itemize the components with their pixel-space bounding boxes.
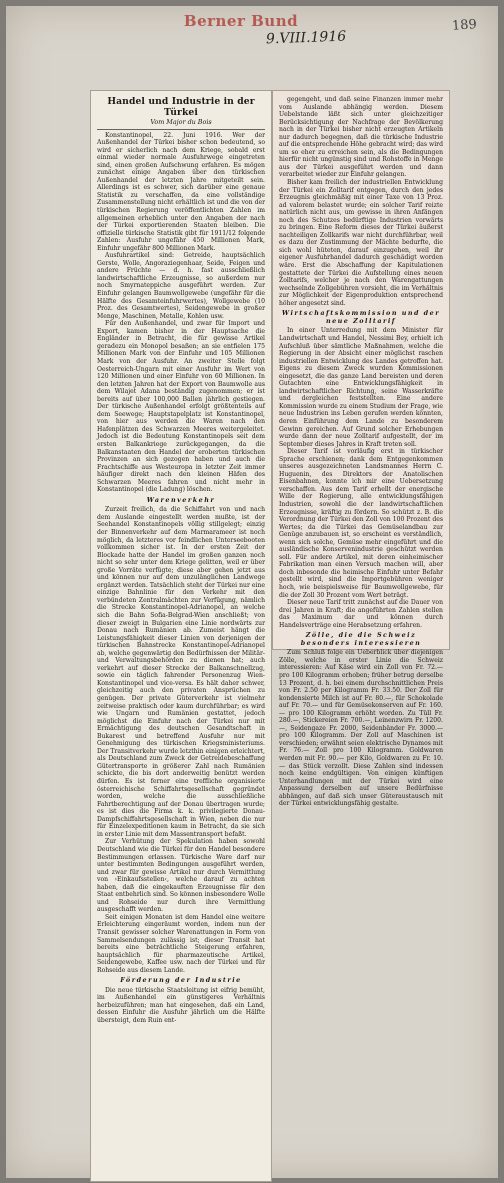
paragraph: Dieser Tarif ist vorläufig erst in türkischer Sprache erschienen; dank dem Entgegenkommen unseres ausgezeichneten Landsmannes Herrn C. Huguenin, des Direktors der Anatolischen Eisenbahnen, konnte ich mir eine Uebersetzung verschaffen. Aus dem Tarif erhellt der energische Wille der Regierung, alle entwicklungsfähigen Industrien, sowohl die der landwirtschaftlichen Erzeugnisse, kräftig zu fördern. So schützt z. B. die Verordnung der Türkei den Zoll von 100 Prozent des Wertes; da die Türkei das Gemüselandbau zur Genüge anzubauen ist, so erscheint es verständlich, wenn sich solche, Gemüse mehr eingeführt und die ausländische Konservenindustrie geschützt werden soll. Für andere Artikel, mit deren einheimischer Fabrikation man einen Versuch machen will, aber doch inbesonde die heimische Einfuhr unter Befahr gestellt wird, sind die Importgebühren weniger hoch, wie beispielsweise für Baumwollgewebe, für die der Zoll 30 Prozent vom Wert beträgt. (279, 448, 443, 599)
paragraph: Ausfuhrartikel sind: Getreide, hauptsächlich Gerste, Wolle, Angoraziegenhaar, Seide, Feigen und andere Früchte — d. h. fast ausschließlich landwirtschaftliche Erzeugnisse, so außerdem nur noch Smyrnateppiche ausgeführt werden. Zur Einfuhr gelangen Baumwollgewebe (ungefähr für die Hälfte des Gesamteinfuhrwertes), Wollgewebe (10 Proz. des Gesamtwertes), Seidengewebe in großer Menge, Maschinen, Metalle, Kohlen usw. (97, 252, 265, 320)
paragraph: In einer Unterredung mit dem Minister für Landwirtschaft und Handel, Nessimi Bey, erhielt ich Aufschluß über sämtliche Maßnahmen, welche die Regierung in der Absicht einer möglichst raschen industriellen Entwicklung des Landes getroffen hat. Eigens zu diesem Zweck wurden Kommissionen eingesetzt, die das ganze Land bereisten und deren Gutachten eine Entwicklungsfähigkeit in landwirtschaftlicher Richtung, seine Wasserkräfte und dergleichen feststellten. Eine andere Kommission wurde zu einem Studium der Frage, wie neue Industrien ins Leben gerufen werden könnten, deren Einführung dem Lande zu besonderem Gewinn gereichen. Auf Grund solcher Erhebungen wurde dann der neue Zolltarif aufgestellt, der im September dieses Jahres in Kraft treten soll. (279, 327, 443, 448)
title-divider (97, 129, 265, 130)
paragraph: Zur Verhütung der Spekulation haben sowohl Deutschland wie die Türkei für den Handel besondere Bestimmungen erlassen. Türkische Ware darf nur unter bestimmten Bedingungen ausgeführt werden, und zwar für gewisse Artikel nur durch Vermittlung von ›Einkaufsstellen‹, welche darauf zu achten haben, daß die eingekauften Erzeugnisse für den Staat entbehrlich sind. So können insbesondere Wolle und Rohseide nur durch ihre Vermittlung ausgeschafft werden. (97, 838, 265, 914)
subheading: Zölle, die die Schweiz besonders interessieren (300, 631, 422, 647)
paragraph: Die neue türkische Staatsleitung ist eifrig bemüht, im Außenhandel ein günstigeres Verhältnis herbeizuführen; man hat eingesehen, daß ein Land, dessen Einfuhr die Ausfuhr jährlich um die Hälfte übersteigt, dem Ruin ent- (97, 986, 265, 1024)
subheading: Warenverkehr (146, 495, 216, 504)
article-column-right (272, 90, 450, 808)
newspaper-name-stamp: Berner Bund (183, 12, 299, 30)
paragraph: Konstantinopel, 22. Juni 1916. Wer der Außenhandel der Türkei bisher schon bedeutend, so wird er sicherlich nach dem Kriege, sobald erst einmal wieder normale Ausfuhrwege eingetreten sind, einen großen Aufschwung erfahren. Es mögen zunächst einige Angaben über den türkischen Außenhandel der letzten Jahre mitgeteilt sein. Allerdings ist es schwer, sich darüber eine genaue Statistik zu verschaffen, da eine vollständige Zusammenstellung nicht erhältlich ist und die von der türkischen Regierung veröffentlichten Zahlen im allgemeinen erheblich unter den Angaben der nach der Türkei exportierenden Staaten bleiben. Die offizielle türkische Statistik gibt für 1911/12 folgende Zahlen: Ausfuhr ungefähr 450 Millionen Mark, Einfuhr ungefähr 800 Millionen Mark. (97, 131, 265, 252)
clipping-header (6, 6, 498, 76)
paragraph: gegengeht, und daß seine Finanzen immer mehr vom Auslande abhängig werden. Diesem Uebelstande läßt sich unter gleichzeitiger Berücksichtigung der Nachfrage der Bevölkerung nach in der Türkei bisher nicht erzeugten Artikeln nur dadurch begegnen, daß die türkische Industrie auf die entsprechende Höhe gebracht wird; das wird um so eher zu erreichen sein, als die Bedingungen hierfür nicht ungünstig sind und Rohstoffe in Menge aus der Türkei ausgeführt werden und dann verarbeitet wieder zur Einfuhr gelangen. (279, 96, 443, 179)
paragraph: Zum Schluß folge ein Ueberblick über diejenigen Zölle, welche in erster Linie die Schweiz interessieren: Auf Käse wird ein Zoll von Fr. 72.— pro 100 Kilogramm erhoben; früher betrug derselbe 13 Prozent, d. h. bei einem durchschnittlichen Preis von Fr. 2.50 per Kilogramm Fr. 33.50. Der Zoll für kondensierte Milch ist auf Fr. 80.—, für Schokolade auf Fr. 70.— und für Gemüsekonserven auf Fr. 160.— pro 100 Kilogramm erhöht worden. Zu Tüll Fr. 280.—, Stickereien Fr. 700.—, Leinenzwirn Fr. 1200.—, Seidengaze Fr. 2000, Seidenbänder Fr. 3000.— pro 100 Kilogramm. Der Zoll auf Maschinen ist verschieden; erwähnt seien elektrische Dynamos mit Fr. 76.— Zoll pro 100 Kilogramm. Goldwaren werden mit Fr. 90.— per Kilo, Goldwaren zu Fr. 10.— das Stück verzollt. Diese Zahlen sind indessen noch keine endgültigen. Von einigen künftigen Unterhandlungen mit der Türkei wird eine Anpassung derselben auf unsere Bedürfnisse abhängen, auf daß sich unser Güteraustausch mit der Türkei entwicklungsfähig gestalte. (279, 649, 443, 808)
paragraph: Für den Außenhandel, und zwar für Import und Export, kamen bisher in der Hauptsache die Engländer in Betracht, die für gewisse Artikel geradezu ein Monopol besaßen; an sie entfielen 175 Millionen Mark von der Einfuhr und 105 Millionen Mark von der Ausfuhr. An zweiter Stelle folgt Oesterreich-Ungarn mit einer Ausfuhr im Wert von 120 Millionen und einer Einfuhr von 60 Millionen. In den letzten Jahren hat der Export von Baumwolle aus dem Wilajet Adana beständig zugenommen; er ist bereits auf über 100,000 Ballen jährlich gestiegen. Der türkische Außenhandel erfolgt größtenteils auf dem Seewege; Hauptstapelplatz ist Konstantinopel, von hier aus werden die Waren nach den Hafenplätzen des Schwarzen Meeres weitergeleitet. Jedoch ist die Bedeutung Konstantinopels seit dem ersten Balkankriege zurückgegangen, da die Balkanstaaten den Handel der eroberten türkischen Provinzen an sich gezogen haben und auch die Frachtschiffe aus Westeuropa in letzter Zeit immer häufiger direkt nach den kleinen Häfen des Schwarzen Meeres fahren und nicht mehr in Konstantinopel (die Ladung) löschen. (97, 320, 265, 494)
subheading: Wirtschaftskommission und der neue Zolltarif (281, 309, 441, 325)
page-number: 189 (451, 17, 478, 34)
subheading: Förderung der Industrie (120, 976, 242, 985)
article-title: Handel und Industrie in der Türkei (107, 96, 255, 118)
paragraph: Dieser neue Tarif tritt zunächst auf die Dauer von drei Jahren in Kraft; die angeführten Zahlen stellen das Maximum dar und können durch Handelsverträge eine Herabsetzung erfahren. (279, 599, 443, 629)
paragraph: Bisher kam freilich der industriellen Entwicklung der Türkei ein Zolltarif entgegen, durch den jedes Erzeugnis gleichmäßig mit einer Taxe von 13 Proz. ad valorem belastet wurde; ein solcher Tarif reizte natürlich nicht aus, um gewisse in ihren Anfängen noch des Schutzes bedürftige Industrien vorwärts zu bringen. Eine Reform dieses der Türkei äußerst nachteiligen Zollkarifs war nicht durchführbar, weil es dazu der Zustimmung der Mächte bedurfte, die sich wohl hüteten, darauf einzugehen, weil ihr eigener Ausfuhrhandel dadurch geschädigt worden wäre. Erst die Abschaffung der Kapitulationen gestattete der Türkei die Aufstellung eines neuen Zolltarifs, welcher je nach den Warengattungen wechselnde Zollgebühren vorsieht, die im Verhältnis zur Möglichkeit der Eigenproduktion entsprechend höher angesetzt sind. (279, 179, 443, 307)
article-byline: Vom Major du Bois (150, 118, 212, 126)
handwritten-date: 9.VIII.1916 (265, 28, 347, 48)
paragraph: Zurzeit freilich, da die Schiffahrt von und nach dem Auslande eingestellt werden mußte, ist der Seehandel Konstantinopels völlig stillgelegt; einzig der Binnenverkehr auf dem Marmarameer ist noch möglich, da letzteres vor feindlichen Unterseebooten vollkommen sicher ist. In der ersten Zeit der Blockade hatte der Handel im großen ganzen noch nicht so sehr unter dem Kriege gelitten, weil er über große Vorräte verfügte; diese aber gehen jetzt aus und können nur auf dem unzulänglichen Landwege ergänzt werden. Tatsächlich steht der Türkei nur eine einzige Bahnlinie für den Verkehr mit den verbündeten Zentralmächten zur Verfügung, nämlich die Strecke Konstantinopel-Adrianopel, an welche sich die Bahn Sofia-Belgrad-Wien anschließt; von dieser zweigt in Bulgarien eine Linie nordwärts zur Donau nach Rumänien ab. Zumeist hängt die Leistungsfähigkeit dieser Linien von derjenigen der türkischen Bahnstrecke Konstantinopel-Adrianopel ab, welche gegenwärtig den Bedürfnissen der Militär- und Verwaltungsbehörden zu dienen hat; auch verkehrt auf dieser Strecke der Balkanschnellzug, sowie ein täglich fahrender Personenzug Wien-Konstantinopel und vice-versa. Es hält daher schwer, gleichzeitig auch den privaten Ansprüchen zu genügen. Der private Güterverkehr ist vielmehr zeitweise praktisch oder kaum durchführbar; es wird wie Ungarn und Rumänien gestattet, jedoch möglichst die Einfuhr nach der Türkei nur mit Ermächtigung des deutschen Gesandtschaft in Bukarest und betreffend Ausfuhr nur mit Genehmigung des türkischen Kriegsministeriums. Der Transitverkehr wurde letzthin einigen erleichtert, als Deutschland zum Zweck der Getreidebeschaffung Gütertransporte in größerer Zahl nach Rumänien schickte, die bis dort anderweitig benützt werden dürfen. Es ist ferner eine treffliche organisierte österreichische Schiffahrtsgesellschaft gegründet worden, welche die ausschließliche Fahrtberechtigung auf der Donau übertragen wurde; es ist dies die Firma k. k. privilegierte Donau-Dampfschiffahrtsgesellschaft in Wien, neben die nur für Einzelexpeditionen kaum in Betracht, da sie sich in erster Linie mit dem Massentransport befaßt. (97, 506, 265, 838)
article-column-left (90, 90, 272, 1182)
archive-sheet (6, 6, 498, 1178)
paragraph: Seit einigen Monaten ist dem Handel eine weitere Erleichterung eingeräumt worden, indem nun der Transit gewisser solcher Warenattungen in Form von Sammelsendungen zulässig ist; dieser Transit hat bereits eine beträchtliche Steigerung erfahren, hauptsächlich für pharmazeutische Artikel, Seidengewebe, Kaffee usw. nach der Türkei und für Rohseide aus diesem Lande. (97, 913, 265, 974)
